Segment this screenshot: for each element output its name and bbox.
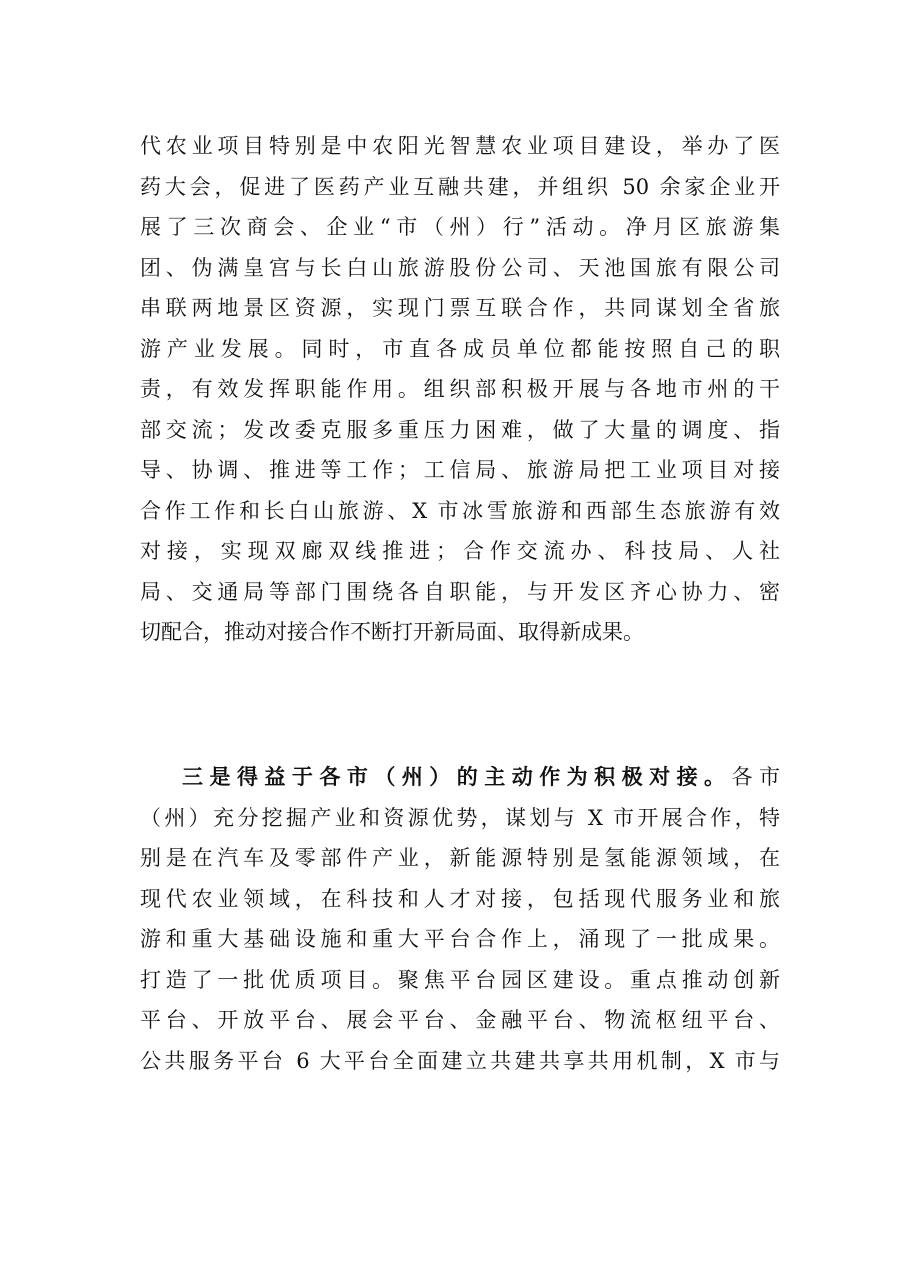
text-line: 导、协调、推进等工作；工信局、旅游局把工业项目对接 bbox=[140, 458, 780, 482]
text-line: 游产业发展。同时，市直各成员单位都能按照自己的职 bbox=[140, 336, 780, 361]
text-line: 切配合，推动对接合作不断打开新局面、取得新成果。 bbox=[140, 620, 644, 644]
paragraph-city-initiative bbox=[140, 757, 780, 1081]
text-line: 别是在汽车及零部件产业，新能源特别是氢能源领域，在 bbox=[140, 846, 780, 870]
text-line: 部交流；发改委克服多重压力困难，做了大量的调度、指 bbox=[140, 417, 780, 442]
paragraph-cooperation-details bbox=[140, 126, 780, 653]
text-line: 局、交通局等部门围绕各自职能，与开发区齐心协力、密 bbox=[140, 579, 780, 604]
heading-continuation: 各市 bbox=[731, 765, 780, 789]
text-line: 团、伪满皇宫与长白山旅游股份公司、天池国旅有限公司 bbox=[140, 255, 780, 280]
text-line: 串联两地景区资源，实现门票互联合作，共同谋划全省旅 bbox=[140, 296, 780, 320]
text-line: 现代农业领域，在科技和人才对接，包括现代服务业和旅 bbox=[140, 886, 780, 911]
text-line: （州）充分挖掘产业和资源优势，谋划与 X 市开展合作，特 bbox=[140, 805, 780, 830]
text-line: 合作工作和长白山旅游、X 市冰雪旅游和西部生态旅游有效 bbox=[140, 498, 780, 523]
text-line: 游和重大基础设施和重大平台合作上，涌现了一批成果。 bbox=[140, 927, 780, 951]
text-line-first bbox=[140, 757, 780, 798]
text-line: 平台、开放平台、展会平台、金融平台、物流枢纽平台、 bbox=[140, 1008, 780, 1032]
text-line: 展了三次商会、企业“市（州）行”活动。净月区旅游集 bbox=[140, 215, 780, 239]
text-line: 打造了一批优质项目。聚焦平台园区建设。重点推动创新 bbox=[140, 967, 780, 992]
text-line: 责，有效发挥职能作用。组织部积极开展与各地市州的干 bbox=[140, 377, 780, 401]
text-line: 公共服务平台 6 大平台全面建立共建共享共用机制，X 市与 bbox=[140, 1048, 780, 1073]
text-line: 药大会，促进了医药产业互融共建，并组织 50 余家企业开 bbox=[140, 174, 780, 199]
text-line: 代农业项目特别是中农阳光智慧农业项目建设，举办了医 bbox=[140, 134, 780, 158]
paragraph-heading: 三是得益于各市（州）的主动作为积极对接。 bbox=[182, 764, 732, 789]
text-line: 对接，实现双廊双线推进；合作交流办、科技局、人社 bbox=[140, 539, 780, 563]
